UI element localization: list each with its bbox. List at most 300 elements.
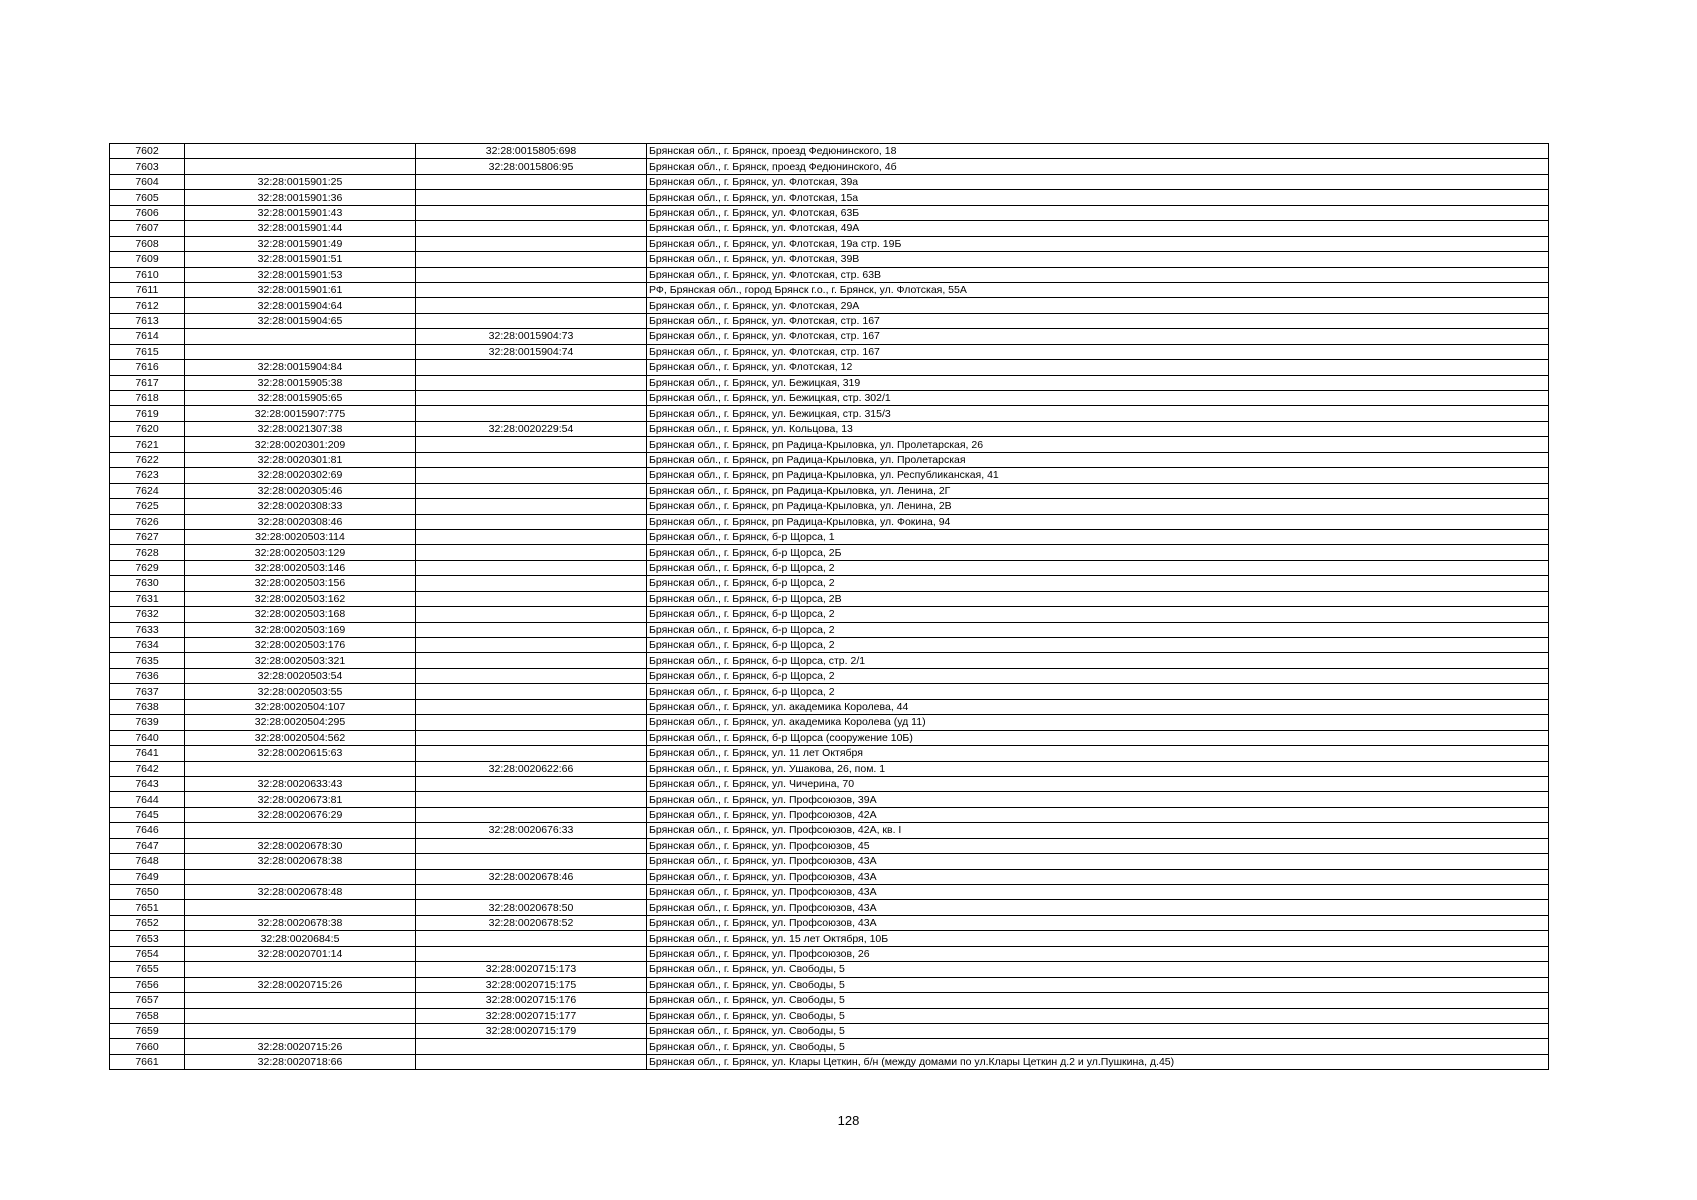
cadastral-number-cell — [185, 900, 416, 915]
row-number-cell: 7630 — [110, 576, 185, 591]
cadastral-number-cell: 32:28:0020678:38 — [185, 915, 416, 930]
cadastral-number-cell — [185, 159, 416, 174]
related-cadastral-number-cell — [416, 437, 647, 452]
table-row — [110, 190, 1549, 205]
address-cell: Брянская обл., г. Брянск, ул. Флотская, стр. 167 — [647, 313, 1549, 328]
table-row — [110, 298, 1549, 313]
related-cadastral-number-cell — [416, 391, 647, 406]
related-cadastral-number-cell — [416, 313, 647, 328]
address-cell: Брянская обл., г. Брянск, рп Радица-Крыловка, ул. Пролетарская, 26 — [647, 437, 1549, 452]
related-cadastral-number-cell — [416, 174, 647, 189]
row-number-cell: 7644 — [110, 792, 185, 807]
table-row — [110, 900, 1549, 915]
row-number-cell: 7626 — [110, 514, 185, 529]
cadastral-number-cell: 32:28:0020308:33 — [185, 499, 416, 514]
address-cell: Брянская обл., г. Брянск, б-р Щорса, 2 — [647, 560, 1549, 575]
row-number-cell: 7656 — [110, 977, 185, 992]
related-cadastral-number-cell — [416, 776, 647, 791]
related-cadastral-number-cell — [416, 360, 647, 375]
row-number-cell: 7660 — [110, 1039, 185, 1054]
address-cell: Брянская обл., г. Брянск, проезд Федюнинского, 4б — [647, 159, 1549, 174]
row-number-cell: 7607 — [110, 221, 185, 236]
related-cadastral-number-cell — [416, 190, 647, 205]
address-cell: Брянская обл., г. Брянск, б-р Щорса, 2 — [647, 684, 1549, 699]
cadastral-number-cell: 32:28:0015901:36 — [185, 190, 416, 205]
row-number-cell: 7642 — [110, 761, 185, 776]
related-cadastral-number-cell — [416, 452, 647, 467]
related-cadastral-number-cell — [416, 560, 647, 575]
related-cadastral-number-cell: 32:28:0020678:50 — [416, 900, 647, 915]
related-cadastral-number-cell: 32:28:0020678:46 — [416, 869, 647, 884]
row-number-cell: 7605 — [110, 190, 185, 205]
related-cadastral-number-cell — [416, 499, 647, 514]
cadastral-number-cell: 32:28:0020301:209 — [185, 437, 416, 452]
cadastral-number-cell: 32:28:0020301:81 — [185, 452, 416, 467]
row-number-cell: 7623 — [110, 468, 185, 483]
table-row — [110, 344, 1549, 359]
row-number-cell: 7619 — [110, 406, 185, 421]
table-row — [110, 1039, 1549, 1054]
related-cadastral-number-cell — [416, 252, 647, 267]
table-row — [110, 576, 1549, 591]
row-number-cell: 7646 — [110, 823, 185, 838]
address-cell: Брянская обл., г. Брянск, ул. Бежицкая, стр. 315/3 — [647, 406, 1549, 421]
related-cadastral-number-cell — [416, 221, 647, 236]
address-cell: Брянская обл., г. Брянск, ул. Флотская, 39В — [647, 252, 1549, 267]
related-cadastral-number-cell — [416, 638, 647, 653]
address-cell: Брянская обл., г. Брянск, ул. Профсоюзов, 43А — [647, 885, 1549, 900]
row-number-cell: 7654 — [110, 946, 185, 961]
row-number-cell: 7606 — [110, 205, 185, 220]
related-cadastral-number-cell — [416, 298, 647, 313]
address-cell: Брянская обл., г. Брянск, ул. Свободы, 5 — [647, 1023, 1549, 1038]
related-cadastral-number-cell: 32:28:0020676:33 — [416, 823, 647, 838]
address-cell: Брянская обл., г. Брянск, б-р Щорса, 2 — [647, 638, 1549, 653]
cadastral-number-cell: 32:28:0020615:63 — [185, 746, 416, 761]
cadastral-number-cell: 32:28:0015904:84 — [185, 360, 416, 375]
address-cell: Брянская обл., г. Брянск, б-р Щорса, 2В — [647, 591, 1549, 606]
related-cadastral-number-cell — [416, 282, 647, 297]
table-row — [110, 329, 1549, 344]
address-cell: Брянская обл., г. Брянск, ул. Бежицкая, 319 — [647, 375, 1549, 390]
cadastral-number-cell: 32:28:0020503:176 — [185, 638, 416, 653]
cadastral-number-cell: 32:28:0020503:321 — [185, 653, 416, 668]
table-row — [110, 468, 1549, 483]
cadastral-number-cell: 32:28:0015904:65 — [185, 313, 416, 328]
table-row — [110, 746, 1549, 761]
cadastral-number-cell: 32:28:0020678:30 — [185, 838, 416, 853]
table-row — [110, 776, 1549, 791]
address-cell: Брянская обл., г. Брянск, ул. Профсоюзов, 42А — [647, 807, 1549, 822]
address-cell: РФ, Брянская обл., город Брянск г.о., г. Брянск, ул. Флотская, 55А — [647, 282, 1549, 297]
table-row — [110, 406, 1549, 421]
related-cadastral-number-cell: 32:28:0020229:54 — [416, 421, 647, 436]
address-cell: Брянская обл., г. Брянск, б-р Щорса, стр. 2/1 — [647, 653, 1549, 668]
cadastral-number-cell: 32:28:0020678:48 — [185, 885, 416, 900]
row-number-cell: 7658 — [110, 1008, 185, 1023]
cadastral-number-cell: 32:28:0020701:14 — [185, 946, 416, 961]
address-cell: Брянская обл., г. Брянск, рп Радица-Крыловка, ул. Пролетарская — [647, 452, 1549, 467]
related-cadastral-number-cell — [416, 205, 647, 220]
related-cadastral-number-cell — [416, 885, 647, 900]
address-cell: Брянская обл., г. Брянск, ул. 11 лет Октября — [647, 746, 1549, 761]
related-cadastral-number-cell — [416, 576, 647, 591]
cadastral-number-cell — [185, 344, 416, 359]
table-row — [110, 622, 1549, 637]
row-number-cell: 7629 — [110, 560, 185, 575]
address-cell: Брянская обл., г. Брянск, ул. Флотская, 63Б — [647, 205, 1549, 220]
table-row — [110, 807, 1549, 822]
table-row — [110, 267, 1549, 282]
related-cadastral-number-cell — [416, 468, 647, 483]
related-cadastral-number-cell — [416, 854, 647, 869]
table-row — [110, 221, 1549, 236]
row-number-cell: 7637 — [110, 684, 185, 699]
related-cadastral-number-cell: 32:28:0015806:95 — [416, 159, 647, 174]
address-cell: Брянская обл., г. Брянск, ул. Профсоюзов, 39А — [647, 792, 1549, 807]
cadastral-number-cell: 32:28:0020673:81 — [185, 792, 416, 807]
table-row — [110, 282, 1549, 297]
table-row — [110, 715, 1549, 730]
registry-table-container — [109, 143, 1549, 1070]
row-number-cell: 7628 — [110, 545, 185, 560]
cadastral-number-cell: 32:28:0020503:114 — [185, 529, 416, 544]
related-cadastral-number-cell — [416, 699, 647, 714]
address-cell: Брянская обл., г. Брянск, ул. Свободы, 5 — [647, 1008, 1549, 1023]
row-number-cell: 7602 — [110, 144, 185, 159]
address-cell: Брянская обл., г. Брянск, ул. Флотская, 19а стр. 19Б — [647, 236, 1549, 251]
cadastral-number-cell — [185, 962, 416, 977]
address-cell: Брянская обл., г. Брянск, ул. Профсоюзов, 42А, кв. I — [647, 823, 1549, 838]
address-cell: Брянская обл., г. Брянск, ул. Бежицкая, стр. 302/1 — [647, 391, 1549, 406]
address-cell: Брянская обл., г. Брянск, рп Радица-Крыловка, ул. Республиканская, 41 — [647, 468, 1549, 483]
table-row — [110, 962, 1549, 977]
address-cell: Брянская обл., г. Брянск, ул. Флотская, 29А — [647, 298, 1549, 313]
cadastral-number-cell: 32:28:0021307:38 — [185, 421, 416, 436]
related-cadastral-number-cell: 32:28:0020678:52 — [416, 915, 647, 930]
cadastral-number-cell: 32:28:0020676:29 — [185, 807, 416, 822]
related-cadastral-number-cell: 32:28:0015904:74 — [416, 344, 647, 359]
row-number-cell: 7652 — [110, 915, 185, 930]
cadastral-number-cell — [185, 1023, 416, 1038]
cadastral-number-cell: 32:28:0015901:25 — [185, 174, 416, 189]
cadastral-number-cell — [185, 329, 416, 344]
cadastral-number-cell: 32:28:0020503:168 — [185, 607, 416, 622]
row-number-cell: 7617 — [110, 375, 185, 390]
related-cadastral-number-cell: 32:28:0020715:176 — [416, 993, 647, 1008]
table-row — [110, 252, 1549, 267]
row-number-cell: 7614 — [110, 329, 185, 344]
related-cadastral-number-cell — [416, 375, 647, 390]
table-row — [110, 838, 1549, 853]
cadastral-number-cell: 32:28:0020302:69 — [185, 468, 416, 483]
table-row — [110, 514, 1549, 529]
address-cell: Брянская обл., г. Брянск, ул. Профсоюзов, 43А — [647, 915, 1549, 930]
cadastral-number-cell: 32:28:0020504:562 — [185, 730, 416, 745]
table-row — [110, 375, 1549, 390]
row-number-cell: 7613 — [110, 313, 185, 328]
address-cell: Брянская обл., г. Брянск, ул. академика Королева (уд 11) — [647, 715, 1549, 730]
cadastral-number-cell: 32:28:0015901:53 — [185, 267, 416, 282]
table-row — [110, 638, 1549, 653]
table-row — [110, 653, 1549, 668]
row-number-cell: 7639 — [110, 715, 185, 730]
cadastral-number-cell: 32:28:0015901:44 — [185, 221, 416, 236]
cadastral-number-cell: 32:28:0020503:129 — [185, 545, 416, 560]
row-number-cell: 7640 — [110, 730, 185, 745]
table-row — [110, 607, 1549, 622]
address-cell: Брянская обл., г. Брянск, ул. Профсоюзов, 43А — [647, 869, 1549, 884]
table-row — [110, 1008, 1549, 1023]
related-cadastral-number-cell — [416, 545, 647, 560]
cadastral-number-cell — [185, 993, 416, 1008]
row-number-cell: 7618 — [110, 391, 185, 406]
address-cell: Брянская обл., г. Брянск, рп Радица-Крыловка, ул. Ленина, 2В — [647, 499, 1549, 514]
cadastral-number-cell: 32:28:0020503:55 — [185, 684, 416, 699]
row-number-cell: 7659 — [110, 1023, 185, 1038]
row-number-cell: 7647 — [110, 838, 185, 853]
cadastral-number-cell: 32:28:0015901:49 — [185, 236, 416, 251]
address-cell: Брянская обл., г. Брянск, ул. Профсоюзов, 45 — [647, 838, 1549, 853]
address-cell: Брянская обл., г. Брянск, ул. Флотская, стр. 167 — [647, 344, 1549, 359]
address-cell: Брянская обл., г. Брянск, б-р Щорса, 1 — [647, 529, 1549, 544]
row-number-cell: 7609 — [110, 252, 185, 267]
related-cadastral-number-cell — [416, 483, 647, 498]
related-cadastral-number-cell — [416, 838, 647, 853]
table-row — [110, 360, 1549, 375]
address-cell: Брянская обл., г. Брянск, ул. Профсоюзов, 43А — [647, 900, 1549, 915]
table-row — [110, 730, 1549, 745]
table-row — [110, 560, 1549, 575]
related-cadastral-number-cell — [416, 807, 647, 822]
table-row — [110, 545, 1549, 560]
related-cadastral-number-cell: 32:28:0015904:73 — [416, 329, 647, 344]
row-number-cell: 7632 — [110, 607, 185, 622]
address-cell: Брянская обл., г. Брянск, ул. Клары Цеткин, б/н (между домами по ул.Клары Цеткин д.2 и ул.Пушкина, д.45) — [647, 1054, 1549, 1069]
address-cell: Брянская обл., г. Брянск, ул. Ушакова, 26, пом. 1 — [647, 761, 1549, 776]
address-cell: Брянская обл., г. Брянск, б-р Щорса, 2 — [647, 668, 1549, 683]
related-cadastral-number-cell — [416, 653, 647, 668]
address-cell: Брянская обл., г. Брянск, ул. Свободы, 5 — [647, 993, 1549, 1008]
address-cell: Брянская обл., г. Брянск, б-р Щорса, 2Б — [647, 545, 1549, 560]
row-number-cell: 7651 — [110, 900, 185, 915]
registry-table — [109, 143, 1549, 1070]
table-row — [110, 1054, 1549, 1069]
row-number-cell: 7645 — [110, 807, 185, 822]
row-number-cell: 7627 — [110, 529, 185, 544]
cadastral-number-cell: 32:28:0020503:146 — [185, 560, 416, 575]
row-number-cell: 7641 — [110, 746, 185, 761]
row-number-cell: 7655 — [110, 962, 185, 977]
related-cadastral-number-cell — [416, 591, 647, 606]
row-number-cell: 7653 — [110, 931, 185, 946]
row-number-cell: 7608 — [110, 236, 185, 251]
table-row — [110, 761, 1549, 776]
table-row — [110, 915, 1549, 930]
cadastral-number-cell — [185, 869, 416, 884]
cadastral-number-cell: 32:28:0020715:26 — [185, 977, 416, 992]
row-number-cell: 7649 — [110, 869, 185, 884]
cadastral-number-cell: 32:28:0020678:38 — [185, 854, 416, 869]
cadastral-number-cell: 32:28:0015904:64 — [185, 298, 416, 313]
address-cell: Брянская обл., г. Брянск, ул. Профсоюзов, 43А — [647, 854, 1549, 869]
cadastral-number-cell — [185, 761, 416, 776]
table-row — [110, 869, 1549, 884]
address-cell: Брянская обл., г. Брянск, ул. Флотская, стр. 167 — [647, 329, 1549, 344]
cadastral-number-cell: 32:28:0020503:54 — [185, 668, 416, 683]
row-number-cell: 7634 — [110, 638, 185, 653]
related-cadastral-number-cell — [416, 931, 647, 946]
related-cadastral-number-cell — [416, 792, 647, 807]
related-cadastral-number-cell: 32:28:0020715:173 — [416, 962, 647, 977]
address-cell: Брянская обл., г. Брянск, ул. Свободы, 5 — [647, 1039, 1549, 1054]
related-cadastral-number-cell — [416, 715, 647, 730]
related-cadastral-number-cell — [416, 684, 647, 699]
address-cell: Брянская обл., г. Брянск, ул. Флотская, стр. 63В — [647, 267, 1549, 282]
row-number-cell: 7635 — [110, 653, 185, 668]
related-cadastral-number-cell — [416, 236, 647, 251]
table-row — [110, 452, 1549, 467]
table-row — [110, 668, 1549, 683]
cadastral-number-cell: 32:28:0020504:107 — [185, 699, 416, 714]
row-number-cell: 7612 — [110, 298, 185, 313]
address-cell: Брянская обл., г. Брянск, ул. академика Королева, 44 — [647, 699, 1549, 714]
cadastral-number-cell: 32:28:0020715:26 — [185, 1039, 416, 1054]
address-cell: Брянская обл., г. Брянск, б-р Щорса (сооружение 10Б) — [647, 730, 1549, 745]
registry-table-body — [110, 144, 1549, 1070]
cadastral-number-cell — [185, 823, 416, 838]
row-number-cell: 7622 — [110, 452, 185, 467]
address-cell: Брянская обл., г. Брянск, б-р Щорса, 2 — [647, 622, 1549, 637]
row-number-cell: 7650 — [110, 885, 185, 900]
related-cadastral-number-cell — [416, 746, 647, 761]
row-number-cell: 7657 — [110, 993, 185, 1008]
table-row — [110, 854, 1549, 869]
table-row — [110, 499, 1549, 514]
address-cell: Брянская обл., г. Брянск, ул. Флотская, 12 — [647, 360, 1549, 375]
related-cadastral-number-cell — [416, 529, 647, 544]
cadastral-number-cell: 32:28:0015901:51 — [185, 252, 416, 267]
table-row — [110, 931, 1549, 946]
cadastral-number-cell: 32:28:0020718:66 — [185, 1054, 416, 1069]
cadastral-number-cell: 32:28:0020308:46 — [185, 514, 416, 529]
address-cell: Брянская обл., г. Брянск, б-р Щорса, 2 — [647, 576, 1549, 591]
cadastral-number-cell: 32:28:0020504:295 — [185, 715, 416, 730]
row-number-cell: 7624 — [110, 483, 185, 498]
table-row — [110, 1023, 1549, 1038]
table-row — [110, 977, 1549, 992]
cadastral-number-cell: 32:28:0020305:46 — [185, 483, 416, 498]
row-number-cell: 7638 — [110, 699, 185, 714]
table-row — [110, 205, 1549, 220]
table-row — [110, 823, 1549, 838]
cadastral-number-cell: 32:28:0015905:65 — [185, 391, 416, 406]
related-cadastral-number-cell: 32:28:0020715:179 — [416, 1023, 647, 1038]
table-row — [110, 699, 1549, 714]
table-row — [110, 159, 1549, 174]
cadastral-number-cell: 32:28:0015905:38 — [185, 375, 416, 390]
cadastral-number-cell: 32:28:0015901:61 — [185, 282, 416, 297]
related-cadastral-number-cell: 32:28:0020715:177 — [416, 1008, 647, 1023]
address-cell: Брянская обл., г. Брянск, б-р Щорса, 2 — [647, 607, 1549, 622]
address-cell: Брянская обл., г. Брянск, ул. Профсоюзов, 26 — [647, 946, 1549, 961]
table-row — [110, 391, 1549, 406]
row-number-cell: 7611 — [110, 282, 185, 297]
related-cadastral-number-cell — [416, 668, 647, 683]
related-cadastral-number-cell — [416, 267, 647, 282]
address-cell: Брянская обл., г. Брянск, ул. 15 лет Октября, 10Б — [647, 931, 1549, 946]
page-number: 128 — [837, 1113, 860, 1128]
row-number-cell: 7616 — [110, 360, 185, 375]
cadastral-number-cell: 32:28:0020503:156 — [185, 576, 416, 591]
address-cell: Брянская обл., г. Брянск, проезд Федюнинского, 18 — [647, 144, 1549, 159]
table-row — [110, 529, 1549, 544]
related-cadastral-number-cell — [416, 622, 647, 637]
address-cell: Брянская обл., г. Брянск, ул. Флотская, 39а — [647, 174, 1549, 189]
row-number-cell: 7604 — [110, 174, 185, 189]
table-row — [110, 684, 1549, 699]
related-cadastral-number-cell: 32:28:0020622:66 — [416, 761, 647, 776]
address-cell: Брянская обл., г. Брянск, ул. Флотская, 15а — [647, 190, 1549, 205]
table-row — [110, 313, 1549, 328]
row-number-cell: 7648 — [110, 854, 185, 869]
related-cadastral-number-cell: 32:28:0015805:698 — [416, 144, 647, 159]
row-number-cell: 7620 — [110, 421, 185, 436]
cadastral-number-cell — [185, 1008, 416, 1023]
row-number-cell: 7610 — [110, 267, 185, 282]
address-cell: Брянская обл., г. Брянск, ул. Чичерина, 70 — [647, 776, 1549, 791]
table-row — [110, 174, 1549, 189]
row-number-cell: 7643 — [110, 776, 185, 791]
cadastral-number-cell: 32:28:0020503:169 — [185, 622, 416, 637]
address-cell: Брянская обл., г. Брянск, ул. Кольцова, 13 — [647, 421, 1549, 436]
cadastral-number-cell: 32:28:0020503:162 — [185, 591, 416, 606]
address-cell: Брянская обл., г. Брянск, ул. Свободы, 5 — [647, 962, 1549, 977]
table-row — [110, 421, 1549, 436]
row-number-cell: 7636 — [110, 668, 185, 683]
related-cadastral-number-cell — [416, 514, 647, 529]
related-cadastral-number-cell — [416, 607, 647, 622]
address-cell: Брянская обл., г. Брянск, ул. Свободы, 5 — [647, 977, 1549, 992]
table-row — [110, 885, 1549, 900]
row-number-cell: 7661 — [110, 1054, 185, 1069]
row-number-cell: 7615 — [110, 344, 185, 359]
table-row — [110, 236, 1549, 251]
cadastral-number-cell: 32:28:0015901:43 — [185, 205, 416, 220]
related-cadastral-number-cell — [416, 1054, 647, 1069]
related-cadastral-number-cell — [416, 406, 647, 421]
table-row — [110, 483, 1549, 498]
related-cadastral-number-cell — [416, 946, 647, 961]
cadastral-number-cell: 32:28:0015907:775 — [185, 406, 416, 421]
row-number-cell: 7631 — [110, 591, 185, 606]
address-cell: Брянская обл., г. Брянск, рп Радица-Крыловка, ул. Ленина, 2Г — [647, 483, 1549, 498]
row-number-cell: 7633 — [110, 622, 185, 637]
related-cadastral-number-cell — [416, 1039, 647, 1054]
table-row — [110, 792, 1549, 807]
cadastral-number-cell: 32:28:0020684:5 — [185, 931, 416, 946]
row-number-cell: 7625 — [110, 499, 185, 514]
address-cell: Брянская обл., г. Брянск, ул. Флотская, 49А — [647, 221, 1549, 236]
row-number-cell: 7621 — [110, 437, 185, 452]
related-cadastral-number-cell — [416, 730, 647, 745]
table-row — [110, 946, 1549, 961]
table-row — [110, 144, 1549, 159]
cadastral-number-cell — [185, 144, 416, 159]
table-row — [110, 993, 1549, 1008]
related-cadastral-number-cell: 32:28:0020715:175 — [416, 977, 647, 992]
cadastral-number-cell: 32:28:0020633:43 — [185, 776, 416, 791]
